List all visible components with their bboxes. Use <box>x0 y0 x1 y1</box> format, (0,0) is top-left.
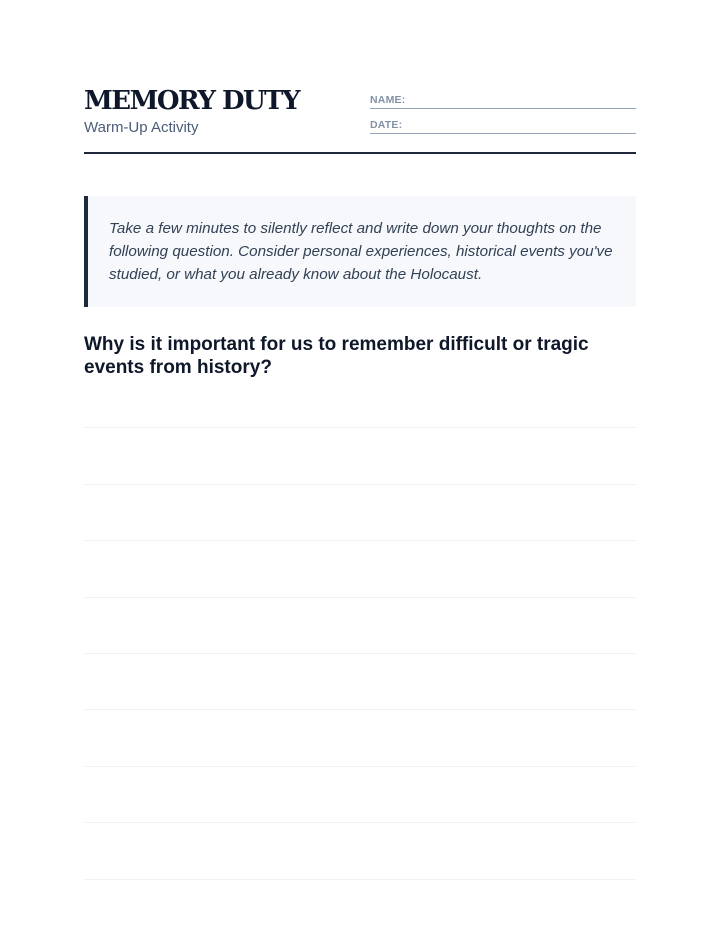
answer-line[interactable] <box>84 428 636 484</box>
instructions-panel <box>84 196 636 307</box>
answer-line[interactable] <box>84 485 636 541</box>
answer-area[interactable] <box>84 372 636 880</box>
instructions-text: Take a few minutes to silently reflect and write down your thoughts on the following question. Consider personal experiences, historical events you've studied, or what you already know about the Holocaust. <box>109 220 613 283</box>
question-prompt: Why is it important for us to remember difficult or tragic events from history? <box>84 334 589 378</box>
answer-line[interactable] <box>84 372 636 428</box>
answer-line[interactable] <box>84 654 636 710</box>
worksheet-title: MEMORY DUTY <box>84 86 300 116</box>
student-info-fields <box>370 84 636 134</box>
date-field-label: DATE: <box>370 119 403 131</box>
answer-line[interactable] <box>84 598 636 654</box>
name-field[interactable] <box>370 84 636 109</box>
worksheet-page <box>84 0 636 932</box>
answer-line[interactable] <box>84 710 636 766</box>
answer-line[interactable] <box>84 541 636 597</box>
answer-line[interactable] <box>84 767 636 823</box>
worksheet-header <box>84 84 636 154</box>
worksheet-subtitle: Warm-Up Activity <box>84 119 199 136</box>
name-field-label: NAME: <box>370 94 406 106</box>
date-field[interactable] <box>370 109 636 134</box>
answer-line[interactable] <box>84 823 636 879</box>
